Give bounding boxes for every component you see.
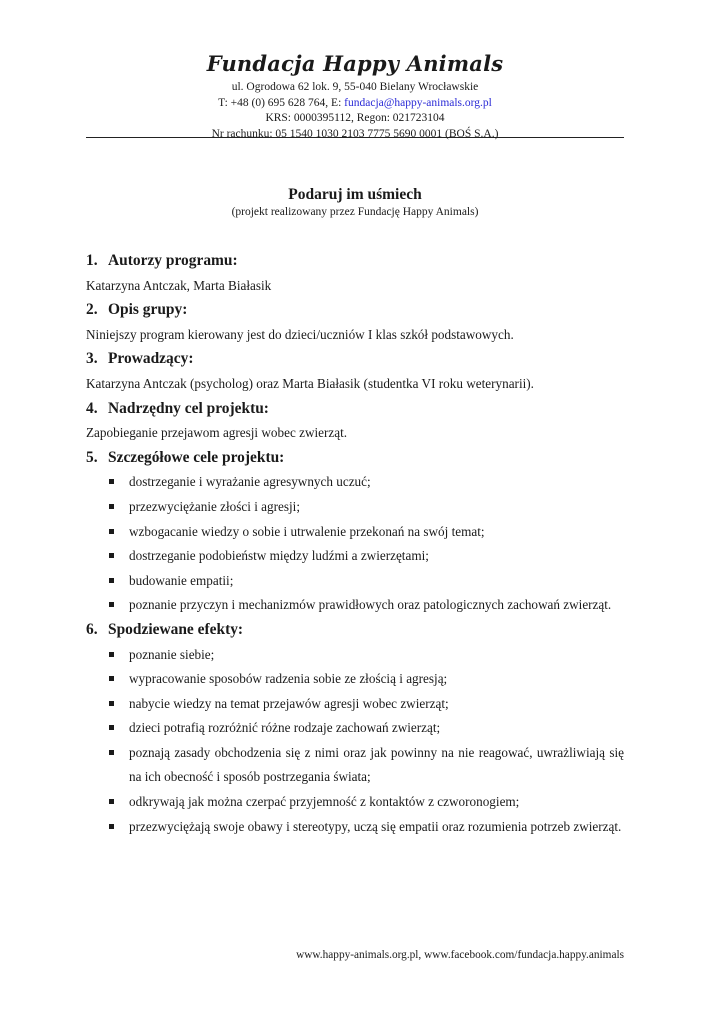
bullet-square-icon <box>109 725 114 730</box>
section-heading <box>86 446 624 471</box>
bullet-square-icon <box>109 479 114 484</box>
section-main-goal <box>86 397 624 446</box>
section-detailed-goals <box>86 446 624 618</box>
section-group <box>86 298 624 347</box>
bullet-square-icon <box>109 578 114 583</box>
section-text: Zapobieganie przejawom agresji wobec zwierząt. <box>86 425 348 441</box>
bullet-square-icon <box>109 652 114 657</box>
section-title: Opis grupy: <box>108 301 188 319</box>
goals-list <box>86 470 624 618</box>
list-item-text: budowanie empatii; <box>129 572 234 588</box>
section-title: Nadrzędny cel projektu: <box>108 399 269 417</box>
section-heading <box>86 347 624 372</box>
section-text: Katarzyna Antczak, Marta Białasik <box>86 277 272 293</box>
section-authors <box>86 249 624 298</box>
section-heading <box>86 298 624 323</box>
list-item <box>86 495 624 520</box>
bullet-square-icon <box>109 504 114 509</box>
list-item <box>86 741 624 790</box>
list-item-text: dzieci potrafią rozróżnić różne rodzaje zachowań zwierząt; <box>129 720 441 736</box>
list-item <box>86 593 624 618</box>
section-title: Szczegółowe cele projektu: <box>108 448 285 466</box>
list-item-text: poznanie przyczyn i mechanizmów prawidłowych oraz patologicznych zachowań zwierząt. <box>129 597 612 613</box>
bullet-square-icon <box>109 750 114 755</box>
section-expected-effects <box>86 618 624 839</box>
bullet-square-icon <box>109 701 114 706</box>
bullet-square-icon <box>109 824 114 829</box>
document-body <box>86 249 624 839</box>
email-link[interactable]: fundacja@happy-animals.org.pl <box>344 96 492 109</box>
organization-name: Fundacja Happy Animals <box>206 51 504 76</box>
letterhead <box>86 50 624 142</box>
organization-address: ul. Ogrodowa 62 lok. 9, 55-040 Bielany Wrocławskie <box>231 81 479 93</box>
list-item-text: odkrywają jak można czerpać przyjemność z kontaktów z czworonogiem; <box>129 794 520 810</box>
letterhead-divider <box>86 137 624 138</box>
list-item-text: wzbogacanie wiedzy o sobie i utrwalenie przekonań na swój temat; <box>129 523 485 539</box>
list-item-text: dostrzeganie i wyrażanie agresywnych uczuć; <box>129 474 371 490</box>
bullet-square-icon <box>109 799 114 804</box>
list-item-text: przezwyciężanie złości i agresji; <box>129 498 300 514</box>
page-footer <box>86 948 624 963</box>
list-item <box>86 470 624 495</box>
section-heading <box>86 397 624 422</box>
list-item-text: wypracowanie sposobów radzenia sobie ze złością i agresją; <box>129 671 448 687</box>
section-text: Niniejszy program kierowany jest do dzieci/uczniów I klas szkół podstawowych. <box>86 326 514 342</box>
document-title: Podaruj im uśmiech <box>288 186 422 203</box>
section-text: Katarzyna Antczak (psycholog) oraz Marta Białasik (studentka VI roku weterynarii). <box>86 375 534 391</box>
list-item <box>86 643 624 668</box>
list-item-text: poznają zasady obchodzenia się z nimi oraz jak powinny na nie reagować, uwrażliwiają się na ich obecność i sposób postrzegania świata; <box>129 744 624 785</box>
footer-links[interactable]: www.happy-animals.org.pl, www.facebook.com/fundacja.happy.animals <box>296 949 624 961</box>
title-block <box>86 185 624 220</box>
section-leaders <box>86 347 624 396</box>
list-item-text: poznanie siebie; <box>129 646 215 662</box>
section-number: 3. <box>86 350 98 368</box>
list-item <box>86 667 624 692</box>
contact-phone: T: +48 (0) 695 628 764, E: <box>218 96 345 109</box>
bank-account: Nr rachunku: 05 1540 1030 2103 7775 5690 0001 (BOŚ S.A.) <box>211 127 499 140</box>
section-number: 2. <box>86 301 98 319</box>
effects-list <box>86 643 624 840</box>
list-item <box>86 569 624 594</box>
document-subtitle: (projekt realizowany przez Fundację Happy Animals) <box>231 206 479 218</box>
list-item <box>86 520 624 545</box>
organization-registry: KRS: 0000395112, Regon: 021723104 <box>265 112 445 124</box>
list-item <box>86 790 624 815</box>
bullet-square-icon <box>109 529 114 534</box>
list-item <box>86 692 624 717</box>
organization-contact <box>86 96 624 112</box>
list-item <box>86 815 624 840</box>
bullet-square-icon <box>109 553 114 558</box>
section-title: Prowadzący: <box>108 350 194 368</box>
list-item <box>86 716 624 741</box>
bullet-square-icon <box>109 602 114 607</box>
list-item <box>86 544 624 569</box>
bullet-square-icon <box>109 676 114 681</box>
list-item-text: przezwyciężają swoje obawy i stereotypy, uczą się empatii oraz rozumienia potrzeb zwierząt. <box>129 818 622 834</box>
section-number: 5. <box>86 448 98 466</box>
section-title: Autorzy programu: <box>108 252 238 269</box>
section-title: Spodziewane efekty: <box>108 620 244 638</box>
section-number: 1. <box>86 252 98 269</box>
list-item-text: dostrzeganie podobieństw między ludźmi a zwierzętami; <box>129 548 429 564</box>
section-number: 4. <box>86 399 98 417</box>
section-heading <box>86 618 624 643</box>
section-heading <box>86 249 624 274</box>
section-number: 6. <box>86 620 98 638</box>
list-item-text: nabycie wiedzy na temat przejawów agresji wobec zwierząt; <box>129 695 449 711</box>
